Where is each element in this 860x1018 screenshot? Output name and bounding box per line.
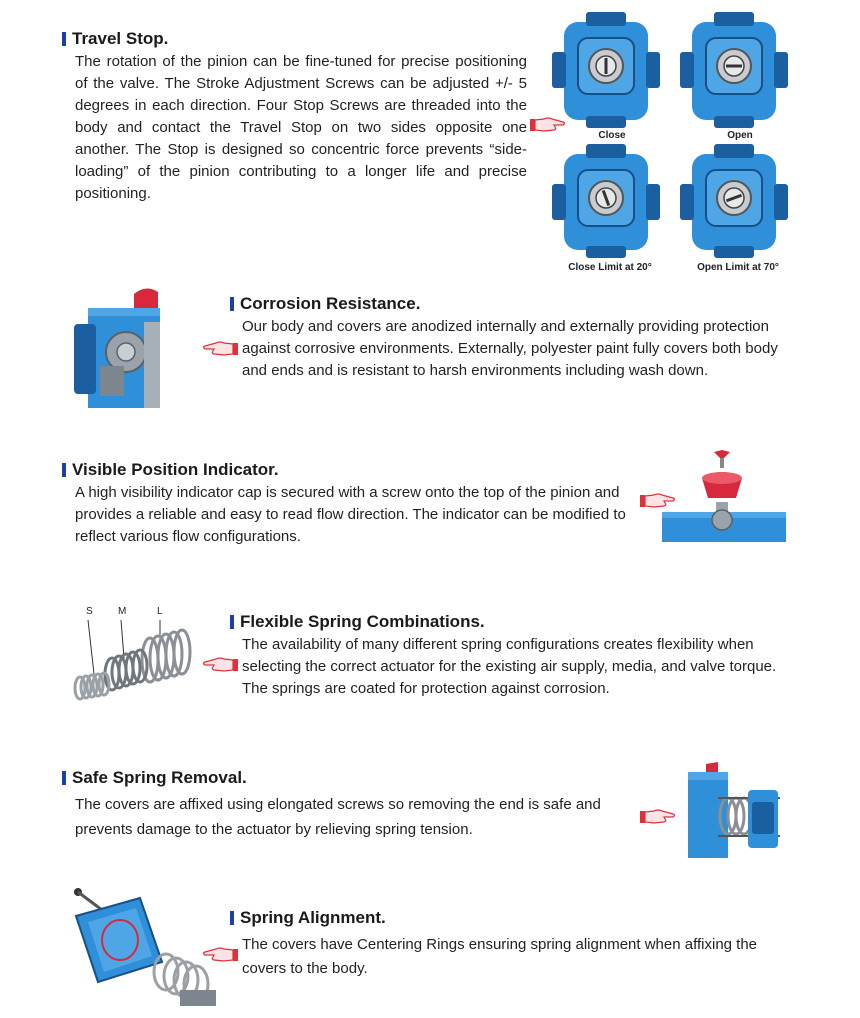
springs-image <box>72 618 194 708</box>
caption-open-limit: Open Limit at 70° <box>697 262 779 273</box>
actuator-corner-image <box>74 282 160 410</box>
heading-bullet <box>230 911 234 925</box>
indicator-heading <box>62 460 279 480</box>
indicator-cap-image <box>662 448 786 542</box>
spring-removal-heading <box>62 768 247 788</box>
indicator-title: Visible Position Indicator. <box>72 460 279 479</box>
caption-close-limit: Close Limit at 20° <box>568 262 652 273</box>
spring-combinations-title: Flexible Spring Combinations. <box>240 612 485 631</box>
travel-stop-heading <box>62 29 168 49</box>
spring-combinations-text: The availability of many different spring configurations creates flexibility when selecting the correct actuator for the existing air supply, media, and valve torque. The springs are coated for protection against corrosion. <box>242 636 777 697</box>
valve-close-image <box>552 12 660 130</box>
heading-bullet <box>230 615 234 629</box>
valve-open-image <box>680 12 788 130</box>
spring-removal-text: The covers are affixed using elongated screws so removing the end is safe and prevents damage to the actuator by relieving spring tension. <box>75 796 601 838</box>
travel-stop-text: The rotation of the pinion can be fine-tuned for precise positioning of the valve. The Stroke Adjustment Screws can be adjusted +/- 5 degrees in each direction. Four Stop Screws are threaded into the body and contact the Travel Stop on two sides opposite one another. The Stop is designed so concentric force prevents “side-loading” of the pinion contributing to a longer life and precise positioning. <box>75 53 527 202</box>
caption-open: Open <box>727 130 753 141</box>
pointing-hand-icon <box>202 656 238 674</box>
heading-bullet <box>230 297 234 311</box>
spring-alignment-image <box>70 886 220 1008</box>
travel-stop-title: Travel Stop. <box>72 29 169 48</box>
heading-bullet <box>62 771 66 785</box>
pointing-hand-icon <box>640 808 676 826</box>
corrosion-text: Our body and covers are anodized internally and externally providing protection against corrosive environments. Externally, polyester paint fully covers both body and ends and is resistant to harsh environments including wash down. <box>242 318 778 379</box>
valve-open-limit-image <box>680 144 788 260</box>
caption-close: Close <box>598 130 626 141</box>
pointing-hand-icon <box>202 946 238 964</box>
corrosion-heading <box>230 294 420 314</box>
corrosion-title: Corrosion Resistance. <box>240 294 421 313</box>
spring-label-s: S <box>86 606 93 617</box>
spring-removal-title: Safe Spring Removal. <box>72 768 247 787</box>
spring-combinations-heading <box>230 612 485 632</box>
spring-label-l: L <box>157 606 163 617</box>
spring-label-m: M <box>118 606 127 617</box>
spring-removal-image <box>688 762 786 860</box>
spring-alignment-title: Spring Alignment. <box>240 908 386 927</box>
pointing-hand-icon <box>202 340 238 358</box>
heading-bullet <box>62 463 66 477</box>
heading-bullet <box>62 32 66 46</box>
spring-alignment-heading <box>230 908 386 928</box>
valve-close-limit-image <box>552 144 660 260</box>
indicator-text: A high visibility indicator cap is secured with a screw onto the top of the pinion and provides a reliable and easy to read flow direction. The indicator can be modified to reflect various flow configurations. <box>75 484 626 545</box>
spring-alignment-text: The covers have Centering Rings ensuring spring alignment when affixing the covers to the body. <box>242 936 758 977</box>
